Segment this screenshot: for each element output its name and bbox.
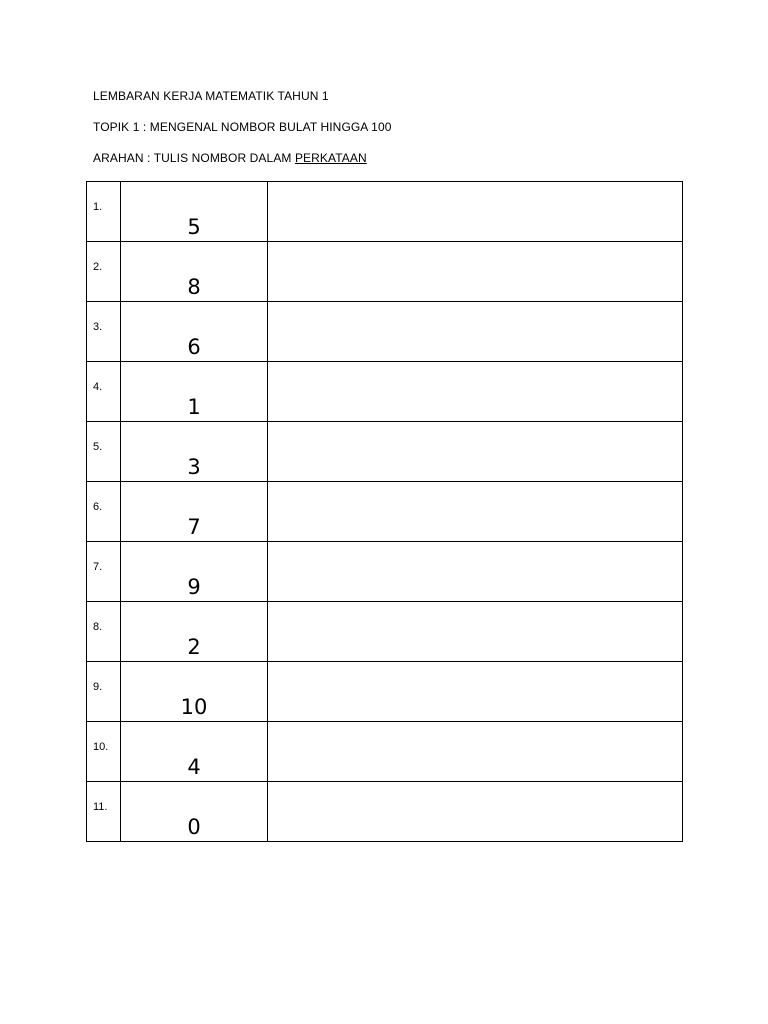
row-number-cell bbox=[87, 482, 121, 542]
answer-cell[interactable] bbox=[268, 182, 683, 242]
table-row bbox=[87, 242, 683, 302]
number-cell bbox=[121, 482, 268, 542]
answer-cell[interactable] bbox=[268, 662, 683, 722]
answer-cell[interactable] bbox=[268, 242, 683, 302]
row-number: 3. bbox=[93, 321, 103, 333]
worksheet-instruction bbox=[93, 151, 367, 165]
table-row bbox=[87, 782, 683, 842]
row-number-cell bbox=[87, 362, 121, 422]
answer-cell[interactable] bbox=[268, 482, 683, 542]
row-number-cell bbox=[87, 542, 121, 602]
table-row bbox=[87, 182, 683, 242]
answer-cell[interactable] bbox=[268, 722, 683, 782]
row-number: 5. bbox=[93, 441, 103, 453]
table-row bbox=[87, 602, 683, 662]
number-value: 8 bbox=[187, 275, 201, 299]
worksheet-table bbox=[86, 181, 683, 842]
table-row bbox=[87, 302, 683, 362]
number-value: 3 bbox=[187, 455, 201, 479]
answer-cell[interactable] bbox=[268, 542, 683, 602]
number-value: 7 bbox=[187, 515, 201, 539]
row-number: 4. bbox=[93, 381, 103, 393]
table-row bbox=[87, 542, 683, 602]
number-value: 6 bbox=[187, 335, 201, 359]
answer-cell[interactable] bbox=[268, 362, 683, 422]
row-number: 11. bbox=[93, 801, 108, 813]
number-cell bbox=[121, 542, 268, 602]
table-row bbox=[87, 722, 683, 782]
row-number: 7. bbox=[93, 561, 103, 573]
row-number-cell bbox=[87, 602, 121, 662]
row-number-cell bbox=[87, 182, 121, 242]
number-cell bbox=[121, 782, 268, 842]
row-number: 10. bbox=[93, 741, 109, 753]
number-cell bbox=[121, 602, 268, 662]
worksheet-title: LEMBARAN KERJA MATEMATIK TAHUN 1 bbox=[93, 89, 329, 103]
table-row bbox=[87, 482, 683, 542]
number-cell bbox=[121, 722, 268, 782]
row-number-cell bbox=[87, 242, 121, 302]
number-value: 10 bbox=[180, 695, 208, 719]
answer-cell[interactable] bbox=[268, 422, 683, 482]
instruction-emphasis: PERKATAAN bbox=[294, 151, 367, 165]
row-number: 9. bbox=[93, 681, 103, 693]
table-row bbox=[87, 422, 683, 482]
row-number: 8. bbox=[93, 621, 103, 633]
number-cell bbox=[121, 302, 268, 362]
row-number-cell bbox=[87, 782, 121, 842]
number-value: 0 bbox=[187, 815, 201, 839]
number-value: 5 bbox=[187, 215, 201, 239]
answer-cell[interactable] bbox=[268, 782, 683, 842]
row-number: 6. bbox=[93, 501, 103, 513]
row-number-cell bbox=[87, 662, 121, 722]
table-row bbox=[87, 662, 683, 722]
instruction-text: ARAHAN : TULIS NOMBOR DALAM bbox=[93, 151, 295, 165]
number-value: 4 bbox=[187, 755, 201, 779]
row-number: 2. bbox=[93, 261, 103, 273]
number-cell bbox=[121, 662, 268, 722]
row-number-cell bbox=[87, 302, 121, 362]
row-number-cell bbox=[87, 422, 121, 482]
answer-cell[interactable] bbox=[268, 602, 683, 662]
table-row bbox=[87, 362, 683, 422]
number-cell bbox=[121, 182, 268, 242]
number-cell bbox=[121, 362, 268, 422]
row-number: 1. bbox=[93, 201, 103, 213]
number-value: 1 bbox=[187, 395, 201, 419]
number-value: 2 bbox=[187, 635, 201, 659]
number-value: 9 bbox=[187, 575, 201, 599]
answer-cell[interactable] bbox=[268, 302, 683, 362]
row-number-cell bbox=[87, 722, 121, 782]
worksheet-topic: TOPIK 1 : MENGENAL NOMBOR BULAT HINGGA 100 bbox=[93, 120, 392, 134]
number-cell bbox=[121, 422, 268, 482]
number-cell bbox=[121, 242, 268, 302]
